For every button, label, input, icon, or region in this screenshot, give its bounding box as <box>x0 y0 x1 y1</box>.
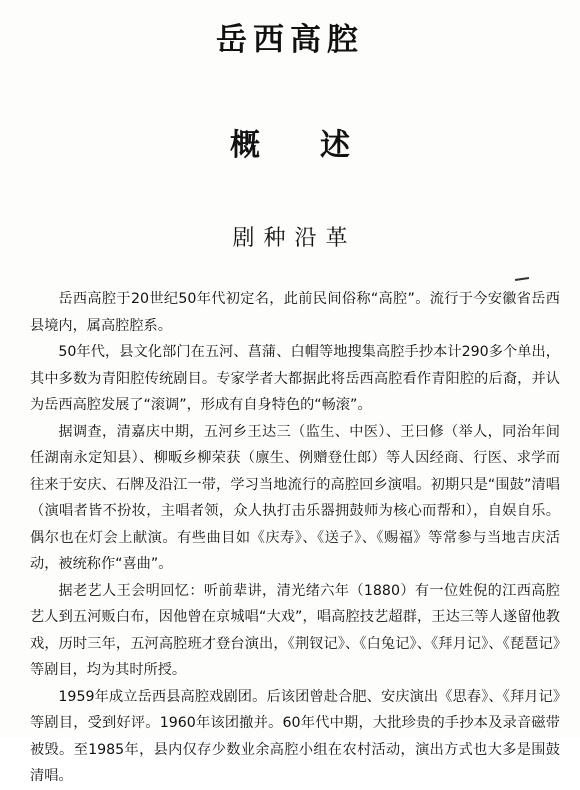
paragraph: 50年代，县文化部门在五河、菖蒲、白帽等地搜集高腔手抄本计290多个单出，其中多数为青阳腔传统剧目。专家学者大都据此将岳西高腔看作青阳腔的后裔，并认为岳西高腔发展了“滚调”，形成有自身特色的“畅滚”。 <box>30 344 560 413</box>
document-title: 岳西高腔 <box>216 22 364 58</box>
paragraph: 岳西高腔于20世纪50年代初定名，此前民间俗称“高腔”。流行于今安徽省岳西县境内，属高腔腔系。 <box>30 291 560 334</box>
paragraph: 1959年成立岳西县高腔戏剧团。后该团曾赴合肥、安庆演出《思春》、《拜月记》等剧目，受到好评。1960年该团撤并。60年代中期，大批珍贵的手抄本及录音磁带被毁。至1985年，县内仅存少数业余高腔小组在农村活动，演出方式也大多是围鼓清唱。 <box>30 688 560 784</box>
paragraph: 据老艺人王会明回忆：听前辈讲，清光绪六年（1880）有一位姓倪的江西高腔艺人到五河贩白布，因他曾在京城唱“大戏”，唱高腔技艺超群，王达三等人遂留他教戏，历时三年，五河高腔班才登台演出，《荆钗记》、《白兔记》、《拜月记》、《琵琶记》等剧目，均为其时所授。 <box>30 582 560 678</box>
body-text <box>30 286 560 790</box>
section-heading: 概述 <box>230 128 410 163</box>
stray-mark <box>515 277 529 281</box>
paragraph: 据调查，清嘉庆中期，五河乡王达三（监生、中医）、王曰修（举人，同治年间任湖南永定知县）、柳畈乡柳荣获（廪生、例赠登仕郎）等人因经商、行医、求学而往来于安庆、石牌及沿江一带，学习当地流行的高腔回乡演唱。初期只是“围鼓”清唱（演唱者皆不扮妆，主唱者领，众人执打击乐器拥鼓师为核心而帮和），自娱自乐。偶尔也在灯会上献演。有些曲目如《庆寿》、《送子》、《赐福》等常参与当地吉庆活动，被统称作“喜曲”。 <box>30 423 560 572</box>
subsection-heading: 剧种沿革 <box>232 226 357 251</box>
